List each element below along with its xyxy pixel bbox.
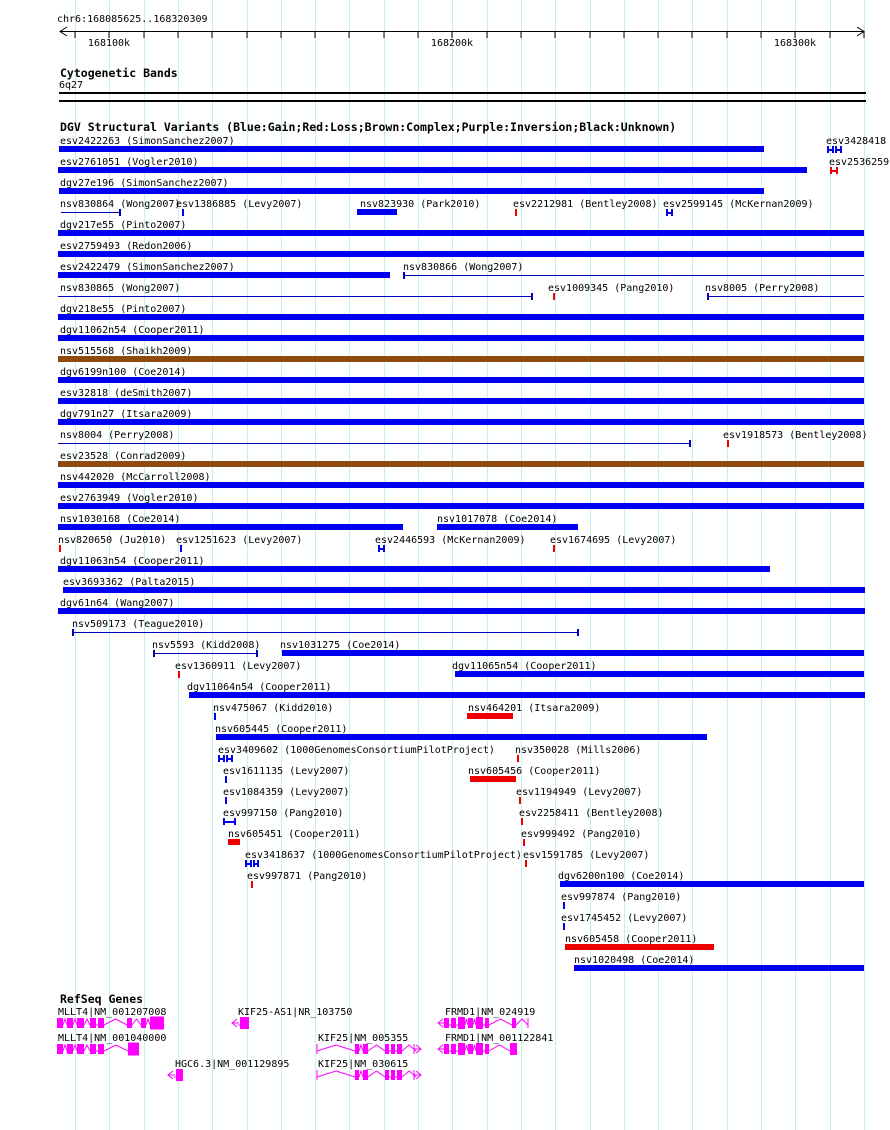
variant-label[interactable]: esv1386885 (Levy2007) (176, 199, 303, 210)
gene-exon (512, 1018, 516, 1028)
variant-span-line[interactable] (403, 275, 864, 276)
variant-tick[interactable] (523, 839, 525, 846)
gene-exon (127, 1018, 132, 1028)
variant-label[interactable]: nsv509173 (Teague2010) (72, 619, 205, 630)
gene-exon (385, 1044, 389, 1054)
section-separator (59, 100, 866, 102)
variant-label[interactable]: esv2258411 (Bentley2008) (519, 808, 664, 819)
gene-exon (150, 1017, 164, 1030)
variant-label[interactable]: nsv442020 (McCarroll2008) (60, 472, 211, 483)
variant-span-line[interactable] (72, 632, 578, 633)
variant-tick[interactable] (563, 923, 565, 930)
gene-intron-line (63, 1019, 150, 1025)
variant-label[interactable]: esv997871 (Pang2010) (247, 871, 368, 882)
variant-label[interactable]: esv1251623 (Levy2007) (176, 535, 303, 546)
ruler-tick-label: 168200k (430, 38, 474, 49)
variant-span-line[interactable] (58, 296, 532, 297)
variant-label[interactable]: nsv1017078 (Coe2014) (437, 514, 558, 525)
variant-label[interactable]: nsv515568 (Shaikh2009) (60, 346, 193, 357)
variant-label[interactable]: dgv791n27 (Itsara2009) (60, 409, 193, 420)
variant-label[interactable]: esv1360911 (Levy2007) (175, 661, 302, 672)
variant-bracket-endtick[interactable] (226, 755, 228, 762)
variant-label[interactable]: esv3409602 (1000GenomesConsortiumPilotProject) (218, 745, 495, 756)
variant-label[interactable]: nsv1031275 (Coe2014) (280, 640, 401, 651)
variant-bracket-endtick[interactable] (234, 818, 236, 825)
variant-label[interactable]: esv3418637 (1000GenomesConsortiumPilotProject) (245, 850, 522, 861)
variant-bracket-endtick[interactable] (671, 209, 673, 216)
dgv-track-heading: DGV Structural Variants (Blue:Gain;Red:Loss;Brown:Complex;Purple:Inversion;Black:Unknown) (60, 120, 677, 134)
refseq-genes-heading: RefSeq Genes (60, 992, 144, 1006)
variant-bracket-endtick[interactable] (253, 860, 255, 867)
variant-label[interactable]: dgv11063n54 (Cooper2011) (60, 556, 205, 567)
gene-exon (458, 1017, 465, 1029)
variant-label[interactable]: esv3428418 (826, 136, 887, 147)
variant-span-endtick[interactable] (72, 629, 74, 636)
variant-label[interactable]: nsv8005 (Perry2008) (705, 283, 820, 294)
variant-bracket-endtick[interactable] (840, 146, 842, 153)
gene-exon (141, 1018, 146, 1028)
gene-exon (397, 1070, 402, 1080)
variant-label[interactable]: esv997874 (Pang2010) (561, 892, 682, 903)
variant-bracket-endtick[interactable] (218, 755, 220, 762)
variant-label[interactable]: dgv6199n100 (Coe2014) (60, 367, 187, 378)
gene-exon (385, 1070, 389, 1080)
variant-label[interactable]: nsv605445 (Cooper2011) (215, 724, 348, 735)
gene-exon (355, 1044, 359, 1054)
gene-intron-line (232, 1019, 240, 1027)
variant-tick[interactable] (727, 440, 729, 447)
gene-exon (67, 1018, 73, 1028)
variant-tick[interactable] (225, 797, 227, 804)
gene-exon (176, 1069, 183, 1081)
gene-exon (77, 1018, 84, 1028)
variant-span-endtick[interactable] (256, 650, 258, 657)
variant-label[interactable]: nsv830864 (Wong2007) (60, 199, 181, 210)
variant-bracket-endtick[interactable] (830, 167, 832, 174)
variant-tick[interactable] (517, 755, 519, 762)
variant-label[interactable]: esv2212981 (Bentley2008) (513, 199, 658, 210)
variant-label[interactable]: nsv605451 (Cooper2011) (228, 829, 361, 840)
gene-exon (451, 1044, 456, 1054)
gene-label[interactable]: FRMD1|NM_001122841 (445, 1033, 554, 1044)
gene-exon (98, 1018, 104, 1028)
variant-label[interactable]: esv1009345 (Pang2010) (548, 283, 675, 294)
ruler-tick-label: 168300k (773, 38, 817, 49)
variant-label[interactable]: nsv830866 (Wong2007) (403, 262, 524, 273)
gene-exon (476, 1017, 483, 1029)
variant-label[interactable]: esv1611135 (Levy2007) (223, 766, 350, 777)
variant-tick[interactable] (214, 713, 216, 720)
variant-bracket-endtick[interactable] (383, 545, 385, 552)
variant-label[interactable]: esv32818 (deSmith2007) (60, 388, 193, 399)
variant-label[interactable]: esv23528 (Conrad2009) (60, 451, 187, 462)
variant-span-endtick[interactable] (119, 209, 121, 216)
variant-tick[interactable] (519, 797, 521, 804)
gene-exon (67, 1044, 73, 1054)
gene-exon (90, 1044, 96, 1054)
variant-bracket-endtick[interactable] (832, 146, 834, 153)
gene-intron-line (317, 1044, 421, 1054)
gene-exon (510, 1043, 517, 1055)
variant-label[interactable]: dgv6200n100 (Coe2014) (558, 871, 685, 882)
variant-label[interactable]: esv2536259 (829, 157, 890, 168)
gene-exon (485, 1044, 489, 1054)
variant-label[interactable]: esv1674695 (Levy2007) (550, 535, 677, 546)
variant-bracket-endtick[interactable] (666, 209, 668, 216)
variant-label[interactable]: nsv350028 (Mills2006) (515, 745, 642, 756)
cytogenetic-bands-heading: Cytogenetic Bands (60, 66, 178, 80)
gene-intron-line (168, 1071, 176, 1079)
variant-label[interactable]: esv1745452 (Levy2007) (561, 913, 688, 924)
variant-label[interactable]: esv1591785 (Levy2007) (523, 850, 650, 861)
variant-tick[interactable] (563, 902, 565, 909)
variant-bracket-endtick[interactable] (245, 860, 247, 867)
variant-label[interactable]: dgv217e55 (Pinto2007) (60, 220, 187, 231)
gene-exon (57, 1044, 63, 1054)
variant-label[interactable]: esv1084359 (Levy2007) (223, 787, 350, 798)
variant-bracket-endtick[interactable] (827, 146, 829, 153)
variant-label[interactable]: nsv1030168 (Coe2014) (60, 514, 181, 525)
variant-tick[interactable] (515, 209, 517, 216)
variant-label[interactable]: esv2446593 (McKernan2009) (375, 535, 526, 546)
gene-exon (98, 1044, 104, 1054)
variant-label[interactable]: nsv823930 (Park2010) (360, 199, 481, 210)
variant-tick[interactable] (521, 818, 523, 825)
cytoband-glyph (59, 92, 866, 94)
gene-exon (77, 1044, 84, 1054)
variant-label[interactable]: nsv5593 (Kidd2008) (152, 640, 261, 651)
variant-label[interactable]: esv997150 (Pang2010) (223, 808, 344, 819)
variant-span-endtick[interactable] (707, 293, 709, 300)
variant-tick[interactable] (525, 860, 527, 867)
variant-label[interactable]: dgv218e55 (Pinto2007) (60, 304, 187, 315)
variant-label[interactable]: nsv605458 (Cooper2011) (565, 934, 698, 945)
variant-bracket-endtick[interactable] (378, 545, 380, 552)
variant-span-endtick[interactable] (403, 272, 405, 279)
variant-label[interactable]: nsv464201 (Itsara2009) (468, 703, 601, 714)
variant-bracket-endtick[interactable] (231, 755, 233, 762)
variant-label[interactable]: nsv605456 (Cooper2011) (468, 766, 601, 777)
gridline (864, 0, 865, 1130)
gene-intron-line (317, 1070, 421, 1080)
gene-exon (397, 1044, 402, 1054)
variant-bracket-endtick[interactable] (223, 755, 225, 762)
variant-label[interactable]: nsv8004 (Perry2008) (60, 430, 175, 441)
ruler-line (60, 27, 864, 38)
variant-label[interactable]: dgv11062n54 (Cooper2011) (60, 325, 205, 336)
variant-label[interactable]: esv2761051 (Vogler2010) (60, 157, 199, 168)
gene-exon (458, 1043, 465, 1055)
variant-label[interactable]: dgv11064n54 (Cooper2011) (187, 682, 332, 693)
gene-exon (355, 1070, 359, 1080)
variant-label[interactable]: dgv11065n54 (Cooper2011) (452, 661, 597, 672)
variant-label[interactable]: esv1918573 (Bentley2008) (723, 430, 868, 441)
variant-label[interactable]: nsv830865 (Wong2007) (60, 283, 181, 294)
variant-bracket-endtick[interactable] (223, 818, 225, 825)
variant-label[interactable]: nsv1020498 (Coe2014) (574, 955, 695, 966)
variant-label[interactable]: esv2422479 (SimonSanchez2007) (60, 262, 235, 273)
variant-span-endtick[interactable] (689, 440, 691, 447)
variant-tick[interactable] (180, 545, 182, 552)
gene-exon (240, 1017, 249, 1029)
gene-exon (476, 1043, 483, 1055)
variant-span-line[interactable] (61, 212, 120, 213)
variant-bracket-endtick[interactable] (835, 146, 837, 153)
gene-exon (90, 1018, 96, 1028)
gene-label[interactable]: MLLT4|NM_001040000 (58, 1033, 167, 1044)
variant-tick[interactable] (59, 545, 61, 552)
gene-exon (451, 1018, 456, 1028)
variant-span-endtick[interactable] (577, 629, 579, 636)
variant-span-line[interactable] (707, 296, 864, 297)
variant-label[interactable]: esv999492 (Pang2010) (521, 829, 642, 840)
variant-bar[interactable] (58, 608, 865, 614)
gene-exon (128, 1043, 139, 1056)
gene-label[interactable]: KIF25|NM_005355 (318, 1033, 409, 1044)
variant-tick[interactable] (225, 776, 227, 783)
gene-exon (485, 1018, 489, 1028)
region-label: chr6:168085625..168320309 (57, 14, 208, 25)
variant-tick[interactable] (251, 881, 253, 888)
variant-bracket-endtick[interactable] (250, 860, 252, 867)
variant-label[interactable]: nsv475067 (Kidd2010) (213, 703, 334, 714)
variant-tick[interactable] (178, 671, 180, 678)
variant-label[interactable]: dgv27e196 (SimonSanchez2007) (60, 178, 229, 189)
variant-label[interactable]: esv3693362 (Palta2015) (63, 577, 196, 588)
gene-exon (444, 1018, 449, 1028)
variant-label[interactable]: esv2599145 (McKernan2009) (663, 199, 814, 210)
variant-bracket-endtick[interactable] (257, 860, 259, 867)
variant-label[interactable]: nsv820650 (Ju2010) (58, 535, 167, 546)
gene-exon (57, 1018, 63, 1028)
gene-label[interactable]: MLLT4|NM_001207008 (58, 1007, 167, 1018)
variant-span-endtick[interactable] (153, 650, 155, 657)
gene-exon (363, 1070, 368, 1080)
variant-label[interactable]: dgv61n64 (Wang2007) (60, 598, 175, 609)
variant-span-line[interactable] (153, 653, 257, 654)
gene-exon (391, 1044, 395, 1054)
variant-span-line[interactable] (58, 443, 690, 444)
variant-span-endtick[interactable] (531, 293, 533, 300)
cytoband-label: 6q27 (59, 80, 84, 91)
variant-label[interactable]: esv2422263 (SimonSanchez2007) (60, 136, 235, 147)
variant-tick[interactable] (553, 293, 555, 300)
gene-label[interactable]: KIF25-AS1|NR_103750 (238, 1007, 353, 1018)
gene-exon (468, 1044, 473, 1054)
gene-exon (363, 1044, 368, 1054)
gene-exon (468, 1018, 473, 1028)
ruler-tick-label: 168100k (87, 38, 131, 49)
variant-label[interactable]: esv1194949 (Levy2007) (516, 787, 643, 798)
gene-exon (444, 1044, 449, 1054)
gene-label[interactable]: HGC6.3|NM_001129895 (175, 1059, 290, 1070)
variant-label[interactable]: esv2759493 (Redon2006) (60, 241, 193, 252)
variant-tick[interactable] (182, 209, 184, 216)
variant-label[interactable]: esv2763949 (Vogler2010) (60, 493, 199, 504)
variant-bracket-endtick[interactable] (836, 167, 838, 174)
gene-label[interactable]: KIF25|NM_030615 (318, 1059, 409, 1070)
variant-tick[interactable] (553, 545, 555, 552)
gene-label[interactable]: FRMD1|NM_024919 (445, 1007, 536, 1018)
gene-exon (391, 1070, 395, 1080)
